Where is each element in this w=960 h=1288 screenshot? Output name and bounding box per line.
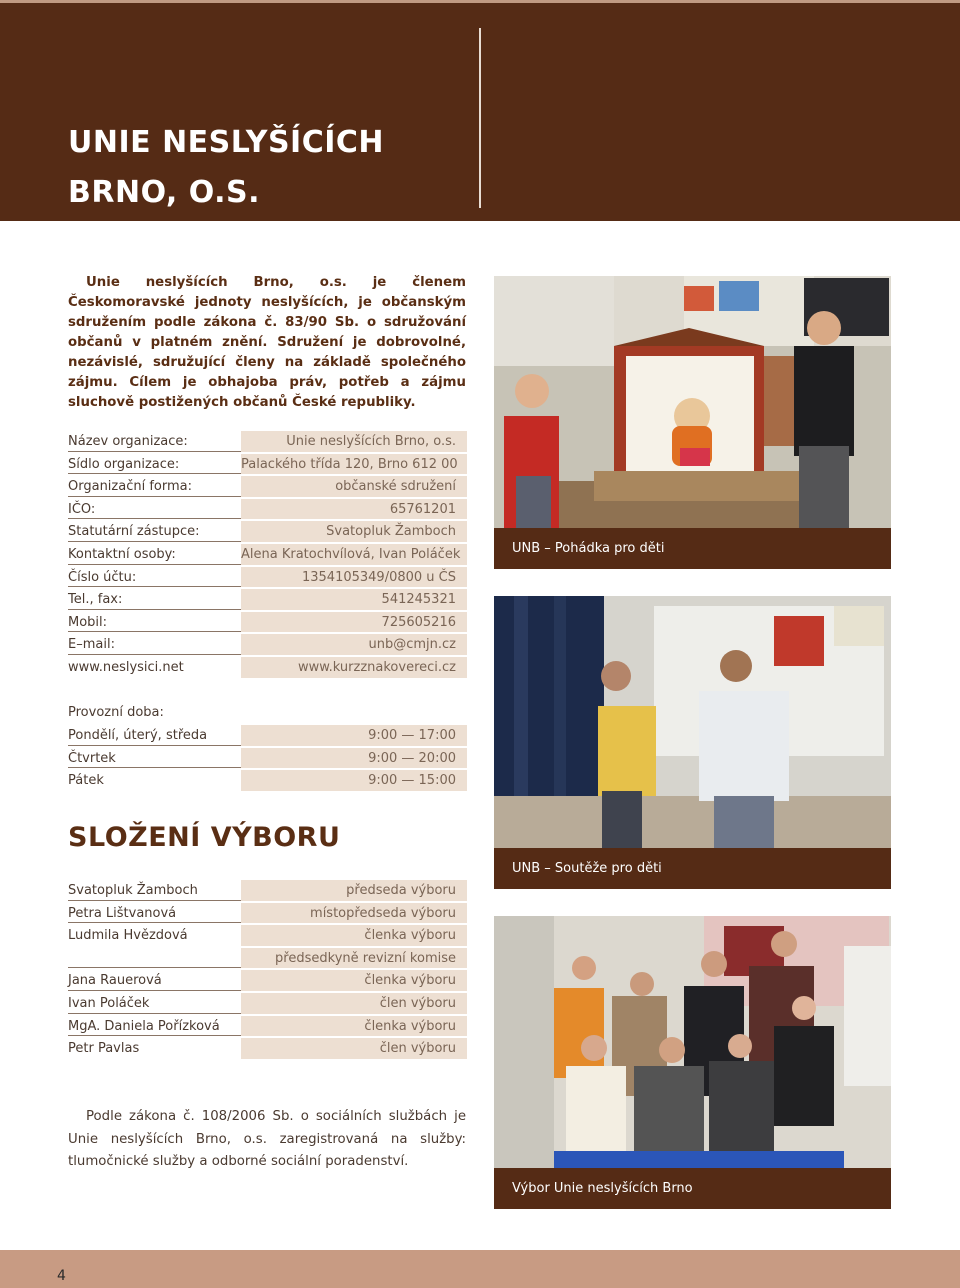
photo-fairy-tale	[494, 276, 891, 528]
row-value: 9:00 — 20:00	[241, 748, 467, 769]
table-row	[68, 567, 467, 590]
row-label: Mobil:	[68, 612, 241, 633]
row-value: Unie neslyšících Brno, o.s.	[241, 431, 467, 452]
row-label: Tel., fax:	[68, 589, 241, 610]
row-value: Alena Kratochvílová, Ivan Poláček	[241, 544, 467, 565]
page-title	[68, 118, 468, 218]
row-value: předsedkyně revizní komise	[241, 948, 467, 969]
row-value: 541245321	[241, 589, 467, 610]
row-label: E–mail:	[68, 634, 241, 655]
table-row	[68, 454, 467, 477]
row-label: Čtvrtek	[68, 748, 241, 769]
table-row	[68, 770, 467, 793]
photo-caption-1: UNB – Pohádka pro děti	[494, 528, 891, 569]
hours-label: Provozní doba:	[68, 705, 164, 720]
organization-table	[68, 431, 467, 680]
row-label: Petr Pavlas	[68, 1041, 140, 1057]
row-value: členka výboru	[241, 970, 467, 991]
row-value: občanské sdružení	[241, 476, 467, 497]
row-value: předseda výboru	[241, 880, 467, 901]
page-title-line-1: UNIE NESLYŠÍCÍCH	[68, 125, 385, 160]
row-value: člen výboru	[241, 993, 467, 1014]
row-label: Jana Rauerová	[68, 970, 241, 991]
photo-competition	[494, 596, 891, 848]
row-value: 9:00 — 17:00	[241, 725, 467, 746]
header-divider	[479, 28, 481, 208]
table-row	[68, 725, 467, 748]
row-value: Palackého třída 120, Brno 612 00	[241, 454, 467, 475]
table-row	[68, 612, 467, 635]
row-label: IČO:	[68, 499, 241, 520]
intro-paragraph: Unie neslyšících Brno, o.s. je členem Českomoravské jednoty neslyšících, je občanským sdružením podle zákona č. 83/90 Sb. o sdružování občanů v platném znění. Sdružení je dobrovolné, nezávislé, sdružující členy na základě společného zájmu. Cílem je obhajoba práv, potřeb a zájmu sluchově postižených občanů České republiky.	[68, 275, 466, 410]
row-label: Ivan Poláček	[68, 993, 241, 1014]
row-value: členka výboru	[241, 1016, 467, 1037]
table-row	[68, 903, 467, 926]
page-title-line-2: BRNO, O.S.	[68, 175, 261, 210]
table-row	[68, 1016, 467, 1039]
services-paragraph: Podle zákona č. 108/2006 Sb. o sociálních službách je Unie neslyšících Brno, o.s. zaregistrovaná na služby: tlumočnické služby a odborné sociální poradenství.	[68, 1109, 466, 1169]
table-row	[68, 925, 467, 948]
table-row	[68, 499, 467, 522]
row-label: Pátek	[68, 773, 104, 789]
table-row	[68, 1038, 467, 1061]
row-label: Ludmila Hvězdová	[68, 928, 188, 944]
table-row	[68, 657, 467, 680]
row-value: místopředseda výboru	[241, 903, 467, 924]
photo-committee	[494, 916, 891, 1168]
row-label: Statutární zástupce:	[68, 521, 241, 542]
row-value: Svatopluk Žamboch	[241, 521, 467, 542]
row-value: člen výboru	[241, 1038, 467, 1059]
row-value: 9:00 — 15:00	[241, 770, 467, 791]
row-label: Petra Lištvanová	[68, 903, 241, 924]
row-label: Sídlo organizace:	[68, 454, 241, 475]
row-label: MgA. Daniela Pořízková	[68, 1016, 241, 1037]
row-label: Svatopluk Žamboch	[68, 880, 241, 901]
row-value: 65761201	[241, 499, 467, 520]
footer-band	[0, 1250, 960, 1288]
row-label: Pondělí, úterý, středa	[68, 725, 241, 746]
row-value: členka výboru	[241, 925, 467, 946]
table-row	[68, 431, 467, 454]
table-row	[68, 544, 467, 567]
website-link[interactable]: www.neslysici.net	[68, 659, 184, 675]
photo-caption-2: UNB – Soutěže pro děti	[494, 848, 891, 889]
table-row	[68, 634, 467, 657]
row-label: Organizační forma:	[68, 476, 241, 497]
table-row	[68, 948, 467, 971]
row-value: 1354105349/0800 u ČS	[241, 567, 467, 588]
photo-caption-3: Výbor Unie neslyšících Brno	[494, 1168, 891, 1209]
section-title: SLOŽENÍ VÝBORU	[68, 822, 341, 853]
hours-table	[68, 725, 467, 793]
table-row	[68, 748, 467, 771]
row-label	[68, 948, 241, 969]
committee-table	[68, 880, 467, 1061]
table-row	[68, 521, 467, 544]
table-row	[68, 880, 467, 903]
table-row	[68, 589, 467, 612]
row-label: Číslo účtu:	[68, 567, 241, 588]
row-label: Název organizace:	[68, 431, 241, 452]
table-row	[68, 993, 467, 1016]
table-row	[68, 970, 467, 993]
website-link-2[interactable]: www.kurzznakovereci.cz	[241, 657, 467, 678]
table-row	[68, 476, 467, 499]
page-number: 4	[57, 1268, 66, 1284]
row-value: 725605216	[241, 612, 467, 633]
row-value: unb@cmjn.cz	[241, 634, 467, 655]
row-label: Kontaktní osoby:	[68, 544, 241, 565]
